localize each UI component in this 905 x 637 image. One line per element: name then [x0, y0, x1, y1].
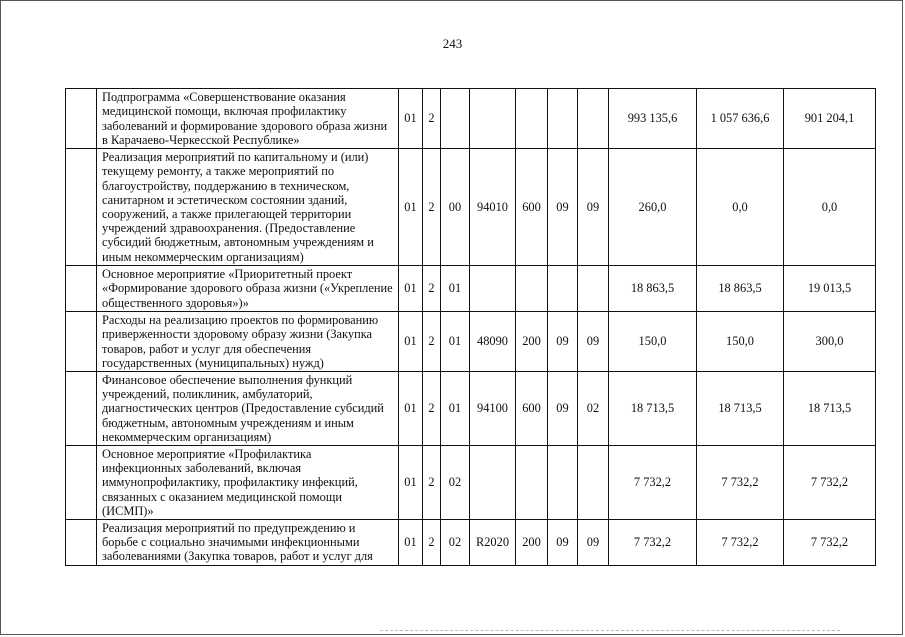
amount-year-1: 993 135,6: [609, 89, 697, 149]
blank-cell: [66, 372, 97, 446]
item-name: Основное мероприятие «Приоритетный проект «Формирование здорового образа жизни («Укрепление общественного здоровья»)»: [97, 266, 399, 312]
subprogram-code: 2: [423, 149, 441, 266]
direction-code: 94100: [470, 372, 516, 446]
subprogram-code: 2: [423, 266, 441, 312]
blank-cell: [66, 446, 97, 520]
amount-year-1: 18 713,5: [609, 372, 697, 446]
section-code: [548, 89, 578, 149]
table-row: [66, 520, 876, 566]
amount-year-3: 300,0: [784, 312, 876, 372]
subsection-code: 02: [578, 372, 609, 446]
amount-year-1: 18 863,5: [609, 266, 697, 312]
amount-year-3: 7 732,2: [784, 446, 876, 520]
subprogram-code: 2: [423, 312, 441, 372]
subprogram-code: 2: [423, 520, 441, 566]
table-row: [66, 312, 876, 372]
subprogram-code: 2: [423, 446, 441, 520]
activity-code: 02: [441, 446, 470, 520]
table-row: [66, 372, 876, 446]
blank-cell: [66, 89, 97, 149]
program-code: 01: [399, 89, 423, 149]
page-number: 243: [442, 36, 463, 51]
program-code: 01: [399, 312, 423, 372]
amount-year-3: 18 713,5: [784, 372, 876, 446]
item-name: Реализация мероприятий по капитальному и (или) текущему ремонту, а также мероприятий по благоустройству, поддержанию в техническом, санитарном и эстетическом состоянии зданий, сооружений, а также прилегающей территории учреждений здравоохранения. (Предоставление субсидий бюджетным, автономным учреждениям и иным некоммерческим организациям): [97, 149, 399, 266]
amount-year-1: 7 732,2: [609, 446, 697, 520]
direction-code: 48090: [470, 312, 516, 372]
blank-cell: [66, 312, 97, 372]
program-code: 01: [399, 446, 423, 520]
blank-cell: [66, 520, 97, 566]
program-code: 01: [399, 149, 423, 266]
subsection-code: [578, 266, 609, 312]
amount-year-3: 19 013,5: [784, 266, 876, 312]
activity-code: 01: [441, 266, 470, 312]
section-code: [548, 446, 578, 520]
amount-year-1: 7 732,2: [609, 520, 697, 566]
direction-code: [470, 89, 516, 149]
budget-table: [65, 88, 876, 566]
subprogram-code: 2: [423, 89, 441, 149]
program-code: 01: [399, 520, 423, 566]
subsection-code: [578, 446, 609, 520]
direction-code: [470, 446, 516, 520]
amount-year-3: 901 204,1: [784, 89, 876, 149]
amount-year-1: 150,0: [609, 312, 697, 372]
table-body: [66, 89, 876, 566]
amount-year-2: 1 057 636,6: [697, 89, 784, 149]
activity-code: [441, 89, 470, 149]
amount-year-1: 260,0: [609, 149, 697, 266]
section-code: 09: [548, 149, 578, 266]
item-name: Подпрограмма «Совершенствование оказания медицинской помощи, включая профилактику заболеваний и формирование здорового образа жизни в Карачаево-Черкесской Республике»: [97, 89, 399, 149]
amount-year-2: 150,0: [697, 312, 784, 372]
table-row: [66, 89, 876, 149]
activity-code: 01: [441, 372, 470, 446]
subsection-code: 09: [578, 149, 609, 266]
item-name: Расходы на реализацию проектов по формированию приверженности здоровому образу жизни (Закупка товаров, работ и услуг для обеспечения государственных (муниципальных) нужд): [97, 312, 399, 372]
expense-type-code: 600: [516, 372, 548, 446]
activity-code: 02: [441, 520, 470, 566]
blank-cell: [66, 149, 97, 266]
subsection-code: [578, 89, 609, 149]
expense-type-code: 600: [516, 149, 548, 266]
next-page-bleed: [380, 630, 840, 634]
direction-code: [470, 266, 516, 312]
expense-type-code: [516, 266, 548, 312]
amount-year-2: 0,0: [697, 149, 784, 266]
blank-cell: [66, 266, 97, 312]
expense-type-code: [516, 446, 548, 520]
expense-type-code: 200: [516, 520, 548, 566]
subsection-code: 09: [578, 520, 609, 566]
activity-code: 00: [441, 149, 470, 266]
table-row: [66, 149, 876, 266]
expense-type-code: [516, 89, 548, 149]
amount-year-3: 0,0: [784, 149, 876, 266]
item-name: Реализация мероприятий по предупреждению и борьбе с социально значимыми инфекционными заболеваниями (Закупка товаров, работ и услуг для: [97, 520, 399, 566]
amount-year-3: 7 732,2: [784, 520, 876, 566]
program-code: 01: [399, 372, 423, 446]
section-code: 09: [548, 312, 578, 372]
program-code: 01: [399, 266, 423, 312]
activity-code: 01: [441, 312, 470, 372]
subsection-code: 09: [578, 312, 609, 372]
subprogram-code: 2: [423, 372, 441, 446]
amount-year-2: 18 863,5: [697, 266, 784, 312]
section-code: 09: [548, 520, 578, 566]
expense-type-code: 200: [516, 312, 548, 372]
section-code: 09: [548, 372, 578, 446]
section-code: [548, 266, 578, 312]
table-row: [66, 446, 876, 520]
item-name: Основное мероприятие «Профилактика инфекционных заболеваний, включая иммунопрофилактику, профилактику инфекций, связанных с оказанием медицинской помощи (ИСМП)»: [97, 446, 399, 520]
direction-code: 94010: [470, 149, 516, 266]
amount-year-2: 7 732,2: [697, 446, 784, 520]
amount-year-2: 7 732,2: [697, 520, 784, 566]
table-row: [66, 266, 876, 312]
direction-code: R2020: [470, 520, 516, 566]
amount-year-2: 18 713,5: [697, 372, 784, 446]
item-name: Финансовое обеспечение выполнения функций учреждений, поликлиник, амбулаторий, диагностических центров (Предоставление субсидий бюджетным, автономным учреждениям и иным некоммерческим организациям): [97, 372, 399, 446]
